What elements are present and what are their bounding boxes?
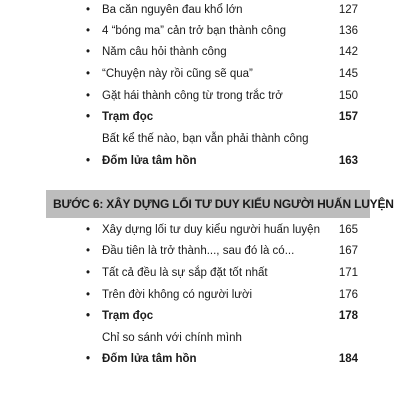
bullet: • (86, 25, 91, 37)
bullet: • (86, 245, 91, 257)
toc-entry-subtitle: Chỉ so sánh với chính mình (102, 332, 242, 344)
toc-entry (86, 222, 358, 238)
toc-entry-title: Ba căn nguyên đau khổ lớn (102, 4, 243, 16)
toc-entry-page: 157 (338, 111, 358, 123)
toc-entry (86, 2, 358, 18)
toc-entry-title: Gặt hái thành công từ trong trắc trở (102, 90, 283, 102)
toc-entry (86, 287, 358, 303)
bullet: • (86, 68, 91, 80)
bullet: • (86, 289, 91, 301)
toc-entry (86, 265, 358, 281)
toc-entry (86, 44, 358, 60)
toc-entry (86, 243, 358, 259)
bullet: • (86, 310, 91, 322)
bullet: • (86, 267, 91, 279)
toc-entry-subtitle: Bất kể thế nào, bạn vẫn phải thành công (102, 133, 309, 145)
toc-entry-page: 127 (338, 4, 358, 16)
toc-entry-reading-station (86, 109, 358, 125)
toc-entry-title: Trạm đọc (102, 111, 154, 123)
toc-entry-title: Năm câu hỏi thành công (102, 46, 227, 58)
toc-entry (86, 23, 358, 39)
bullet: • (86, 90, 91, 102)
toc-entry-page: 165 (338, 224, 358, 236)
toc-entry-page: 184 (338, 353, 358, 365)
bullet: • (86, 46, 91, 58)
bullet: • (86, 224, 91, 236)
toc-entry-reading-station (86, 308, 358, 324)
toc-entry-page: 150 (338, 90, 358, 102)
toc-entry-soul-spark (86, 153, 358, 169)
toc-entry-page: 176 (338, 289, 358, 301)
toc-entry-title: Đốm lửa tâm hồn (102, 353, 197, 365)
toc-entry-page: 163 (338, 155, 358, 167)
toc-entry-page: 167 (338, 245, 358, 257)
toc-entry (86, 88, 358, 104)
toc-entry-title: Đốm lửa tâm hồn (102, 155, 197, 167)
toc-entry-title: Trên đời không có người lười (102, 289, 253, 301)
bullet: • (86, 111, 91, 123)
bullet: • (86, 353, 91, 365)
toc-entry-title: Trạm đọc (102, 310, 154, 322)
bullet: • (86, 155, 91, 167)
toc-entry-title: Đầu tiên là trở thành..., sau đó là có... (102, 245, 295, 257)
toc-entry-soul-spark (86, 351, 358, 367)
toc-entry-title: Tất cả đều là sự sắp đặt tốt nhất (102, 267, 268, 279)
bullet: • (86, 4, 91, 16)
toc-entry-title: Xây dựng lối tư duy kiểu người huấn luyện (102, 224, 320, 236)
section-heading: BƯỚC 6: XÂY DỰNG LỐI TƯ DUY KIỂU NGƯỜI HUẤN LUYỆN (53, 197, 394, 211)
section-heading-band (46, 190, 394, 218)
toc-entry (86, 66, 358, 82)
toc-entry-page: 171 (338, 267, 358, 279)
toc-entry-page: 136 (338, 25, 358, 37)
toc-entry-page: 145 (338, 68, 358, 80)
toc-entry-page: 178 (338, 310, 358, 322)
toc-entry-title: “Chuyện này rồi cũng sẽ qua” (102, 68, 253, 80)
toc-entry-title: 4 “bóng ma” cản trở bạn thành công (102, 25, 286, 37)
toc-entry-page: 142 (338, 46, 358, 58)
